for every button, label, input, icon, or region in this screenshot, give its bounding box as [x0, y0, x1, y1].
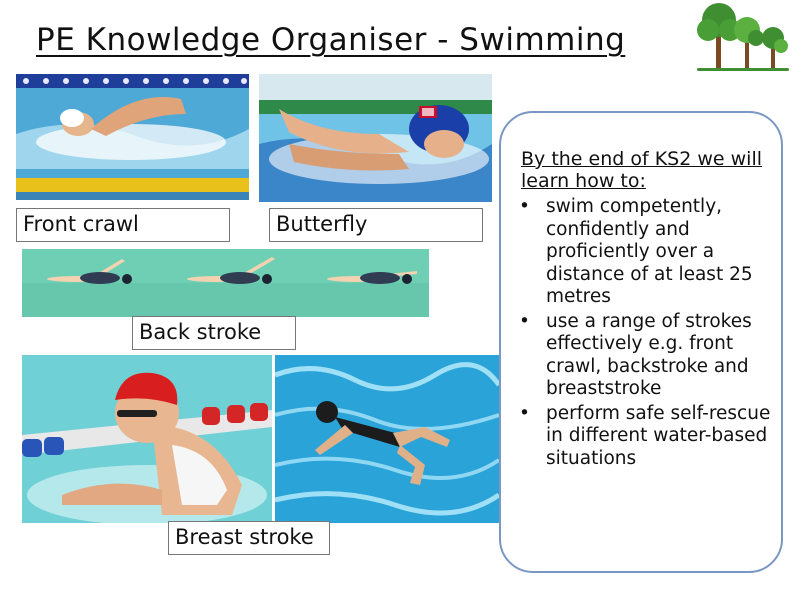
- backstroke-illustration: [22, 249, 429, 317]
- label-front-crawl: Front crawl: [16, 208, 230, 242]
- breaststroke-photo-2: [275, 355, 499, 523]
- label-back-stroke: Back stroke: [132, 316, 296, 350]
- breaststroke-photo-1: [22, 355, 272, 523]
- learning-objectives-heading: By the end of KS2 we will learn how to:: [521, 148, 763, 192]
- label-butterfly: Butterfly: [269, 208, 483, 242]
- page-title: PE Knowledge Organiser - Swimming: [36, 22, 626, 58]
- butterfly-photo: [259, 74, 492, 202]
- list-item: • use a range of strokes effectively e.g. front crawl, backstroke and breaststroke: [516, 311, 774, 401]
- list-item: • perform safe self-rescue in different water-based situations: [516, 403, 774, 471]
- label-breast-stroke: Breast stroke: [168, 521, 330, 555]
- front-crawl-photo: [16, 74, 249, 200]
- learning-objectives-list: [516, 196, 774, 472]
- list-item: • swim competently, confidently and proficiently over a distance of at least 25 metres: [516, 196, 774, 309]
- trees-icon: [692, 0, 792, 74]
